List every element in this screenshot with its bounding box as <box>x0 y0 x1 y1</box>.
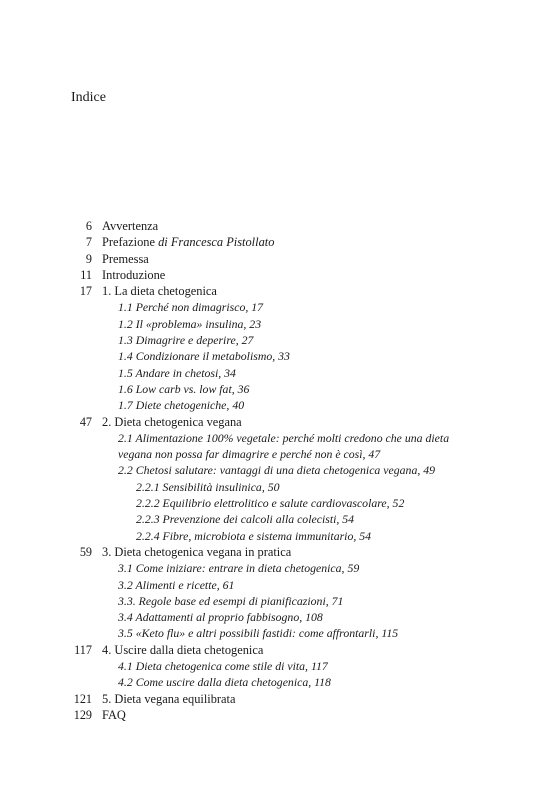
toc-page-number: 47 <box>79 414 92 429</box>
toc-title: FAQ <box>102 707 126 722</box>
toc-title: 2.1 Alimentazione 100% vegetale: perché molti credono che una dieta <box>118 430 450 445</box>
toc-title-author: di Francesca Pistollato <box>158 235 275 250</box>
toc-title: 4. Uscire dalla dieta chetogenica <box>102 642 264 657</box>
toc-title: 3. Dieta chetogenica vegana in pratica <box>102 544 292 559</box>
table-of-contents <box>0 218 536 723</box>
toc-page-number: 6 <box>85 219 92 233</box>
toc-title: 4.2 Come uscire dalla dieta chetogenica, 118 <box>118 675 331 690</box>
toc-title: 1.2 Il «problema» insulina, 23 <box>118 316 262 331</box>
toc-entry <box>0 691 536 707</box>
toc-subentry <box>0 348 536 364</box>
toc-entry <box>0 267 536 283</box>
toc-title: 2.2 Chetosi salutare: vantaggi di una dieta chetogenica vegana, 49 <box>118 463 436 478</box>
toc-title: 4.1 Dieta chetogenica come stile di vita, 117 <box>118 659 328 674</box>
toc-subentry <box>0 430 536 446</box>
toc-title: 1.4 Condizionare il metabolismo, 33 <box>118 349 290 364</box>
toc-entry <box>0 218 536 234</box>
toc-page-number: 117 <box>74 642 92 657</box>
toc-subsubentry <box>0 495 536 511</box>
toc-entry <box>0 544 536 560</box>
toc-subentry <box>0 316 536 332</box>
toc-page-number: 17 <box>79 284 92 299</box>
toc-page-number: 59 <box>79 544 92 559</box>
toc-title: 1.1 Perché non dimagrisco, 17 <box>118 300 264 315</box>
toc-subentry <box>0 609 536 625</box>
toc-title: 1.7 Diete chetogeniche, 40 <box>118 398 245 413</box>
toc-subentry <box>0 560 536 576</box>
toc-subentry <box>0 462 536 478</box>
toc-title: 3.1 Come iniziare: entrare in dieta chetogenica, 59 <box>118 561 360 576</box>
page-title: Indice <box>71 90 106 105</box>
toc-page-number: 11 <box>80 267 92 282</box>
toc-subsubentry <box>0 511 536 527</box>
toc-page-number: 129 <box>73 707 92 722</box>
toc-title: 3.5 «Keto flu» e altri possibili fastidi: come affrontarli, 115 <box>118 626 399 641</box>
toc-subentry <box>0 674 536 690</box>
toc-subsubentry <box>0 479 536 495</box>
toc-title: Premessa <box>102 251 149 266</box>
toc-subentry <box>0 365 536 381</box>
toc-title: 3.2 Alimenti e ricette, 61 <box>118 577 235 592</box>
toc-title: 1.3 Dimagrire e deperire, 27 <box>118 333 254 348</box>
toc-subentry <box>0 381 536 397</box>
toc-title: 1.5 Andare in chetosi, 34 <box>118 365 236 380</box>
toc-title: 2.2.3 Prevenzione dei calcoli alla colecisti, 54 <box>136 512 355 527</box>
toc-title: 2. Dieta chetogenica vegana <box>102 414 242 429</box>
toc-title: Avvertenza <box>102 219 159 233</box>
toc-subentry <box>0 299 536 315</box>
toc-subentry <box>0 332 536 348</box>
toc-entry <box>0 283 536 299</box>
toc-subentry <box>0 658 536 674</box>
toc-subentry <box>0 446 536 462</box>
toc-title: 2.2.4 Fibre, microbiota e sistema immunitario, 54 <box>136 528 372 543</box>
toc-subentry <box>0 625 536 641</box>
toc-title: vegana non possa far dimagrire e perché non è così, 47 <box>118 447 381 462</box>
toc-subentry <box>0 593 536 609</box>
toc-title: Introduzione <box>102 267 166 282</box>
toc-page-number: 7 <box>85 235 92 250</box>
toc-subsubentry <box>0 528 536 544</box>
toc-entry <box>0 642 536 658</box>
toc-title: 1. La dieta chetogenica <box>102 284 217 299</box>
toc-title: 5. Dieta vegana equilibrata <box>102 691 236 706</box>
toc-entry <box>0 707 536 723</box>
toc-entry <box>0 414 536 430</box>
toc-title: 2.2.1 Sensibilità insulinica, 50 <box>136 479 280 494</box>
toc-subentry <box>0 397 536 413</box>
toc-subentry <box>0 577 536 593</box>
toc-page-number: 9 <box>85 251 92 266</box>
toc-title: 2.2.2 Equilibrio elettrolitico e salute cardiovascolare, 52 <box>136 496 405 511</box>
toc-page-number: 121 <box>73 691 92 706</box>
toc-title: 3.3. Regole base ed esempi di pianificazioni, 71 <box>118 593 344 608</box>
toc-title: 1.6 Low carb vs. low fat, 36 <box>118 381 250 396</box>
toc-entry <box>0 251 536 267</box>
toc-title: 3.4 Adattamenti al proprio fabbisogno, 108 <box>118 610 323 625</box>
toc-entry <box>0 234 536 250</box>
toc-title: Prefazione di Francesca Pistollato <box>102 235 275 250</box>
